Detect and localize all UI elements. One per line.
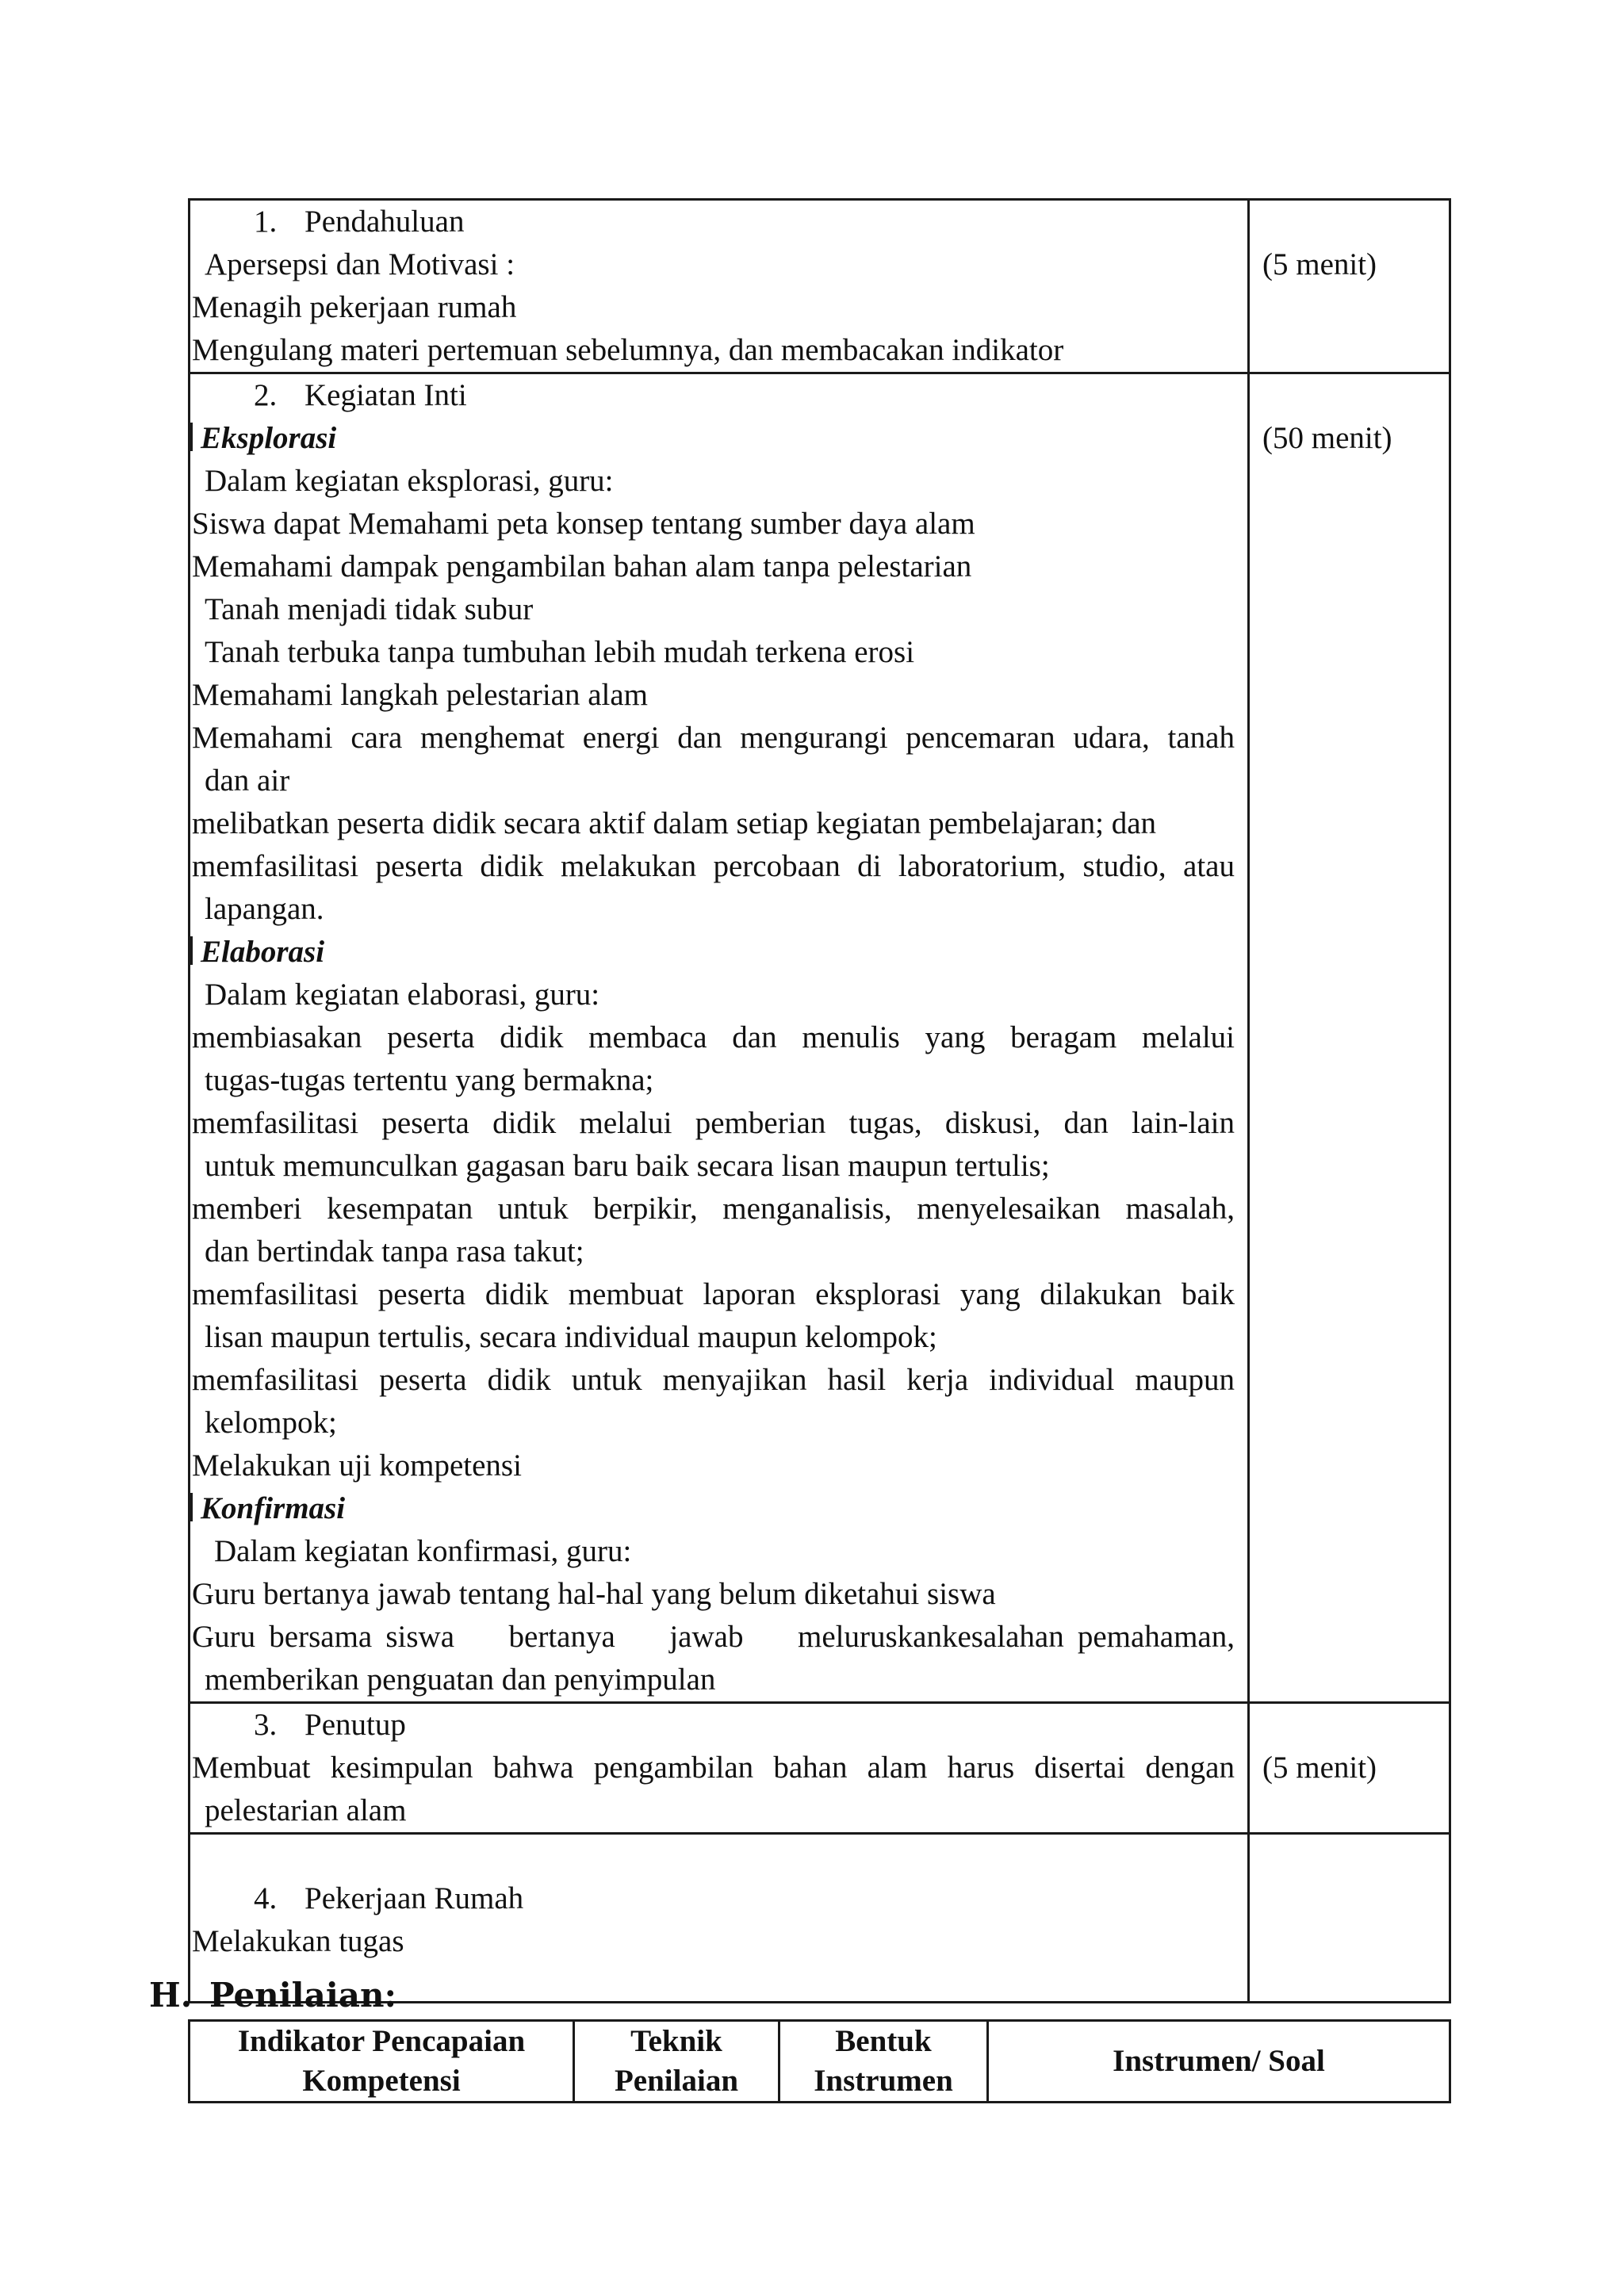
subsection-label-eksplorasi: Eksplorasi: [190, 417, 1247, 460]
section-number: 3.: [254, 1708, 278, 1742]
section-heading-penilaian: [149, 1974, 396, 2017]
time-cell: [1249, 1834, 1450, 2003]
text-line: Dalam kegiatan konfirmasi, guru:: [214, 1534, 632, 1568]
activity-row-penutup: [190, 1703, 1450, 1834]
list-item: memfasilitasi peserta didik membuat laporan eksplorasi yang dilakukan baik lisan maupun tertulis, secara individual maupun kelompok;: [192, 1277, 1235, 1354]
section-title: Pekerjaan Rumah: [304, 1881, 524, 1915]
time-label: (5 menit): [1262, 247, 1377, 281]
column-header-teknik: Teknik Penilaian: [574, 2021, 779, 2103]
subsection-label-konfirmasi: Konfirmasi: [190, 1487, 1247, 1530]
list-item: memberi kesempatan untuk berpikir, menganalisis, menyelesaikan masalah, dan bertindak tanpa rasa takut;: [192, 1192, 1235, 1269]
section-title: Penutup: [304, 1708, 406, 1742]
section-title: Kegiatan Inti: [304, 378, 467, 412]
list-item: Memahami dampak pengambilan bahan alam tanpa pelestarian: [192, 549, 972, 584]
list-item: membiasakan peserta didik membaca dan menulis yang beragam melalui tugas-tugas tertentu yang bermakna;: [192, 1020, 1235, 1097]
text-line: Membuat kesimpulan bahwa pengambilan bahan alam harus disertai dengan pelestarian alam: [192, 1751, 1235, 1827]
text-line: Dalam kegiatan elaborasi, guru:: [205, 978, 600, 1012]
time-cell: [1249, 373, 1450, 1703]
list-item: Melakukan uji kompetensi: [192, 1448, 522, 1483]
list-item: memfasilitasi peserta didik melakukan percobaan di laboratorium, studio, atau lapangan.: [192, 849, 1235, 926]
time-label: (5 menit): [1262, 1751, 1377, 1785]
text-line: Apersepsi dan Motivasi :: [205, 247, 515, 281]
table-header-row: [190, 2021, 1450, 2103]
activity-row-pendahuluan: [190, 200, 1450, 373]
list-item: Guru bertanya jawab tentang hal-hal yang belum diketahui siswa: [192, 1577, 996, 1611]
list-item: Guru bersama siswa bertanya jawab meluruskankesalahan pemahaman, memberikan penguatan dan penyimpulan: [192, 1620, 1235, 1697]
section-heading: [190, 1877, 1247, 1920]
text-line: Mengulang materi pertemuan sebelumnya, dan membacakan indikator: [192, 333, 1064, 367]
list-item: melibatkan peserta didik secara aktif dalam setiap kegiatan pembelajaran; dan: [192, 806, 1157, 840]
time-label: (50 menit): [1262, 421, 1392, 455]
activity-cell-kegiatan-inti: [190, 373, 1249, 1703]
list-item: Siswa dapat Memahami peta konsep tentang sumber daya alam: [192, 507, 975, 541]
section-number: 4.: [254, 1881, 278, 1915]
subsection-label-elaborasi: Elaborasi: [190, 931, 1247, 974]
list-item: Memahami cara menghemat energi dan mengurangi pencemaran udara, tanah dan air: [192, 721, 1235, 798]
column-header-indikator: Indikator Pencapaian Kompetensi: [190, 2021, 574, 2103]
text-line: Menagih pekerjaan rumah: [192, 290, 517, 324]
activity-cell-pendahuluan: [190, 200, 1249, 373]
list-item: Memahami langkah pelestarian alam: [192, 678, 649, 712]
section-heading: [190, 374, 1247, 417]
activity-row-kegiatan-inti: [190, 373, 1450, 1703]
column-header-bentuk: Bentuk Instrumen: [779, 2021, 988, 2103]
section-letter: H.: [149, 1976, 193, 2015]
section-heading: [190, 1704, 1247, 1747]
section-title: Penilaian:: [209, 1976, 397, 2015]
list-item: Tanah terbuka tanpa tumbuhan lebih mudah terkena erosi: [205, 635, 915, 669]
learning-activities-table: [188, 198, 1451, 2003]
section-number: 2.: [254, 378, 278, 412]
text-line: Dalam kegiatan eksplorasi, guru:: [205, 464, 614, 498]
list-item: memfasilitasi peserta didik melalui pemberian tugas, diskusi, dan lain-lain untuk memunculkan gagasan baru baik secara lisan maupun tertulis;: [192, 1106, 1235, 1183]
list-item: Tanah menjadi tidak subur: [205, 592, 534, 626]
list-item: memfasilitasi peserta didik untuk menyajikan hasil kerja individual maupun kelompok;: [192, 1363, 1235, 1440]
section-title: Pendahuluan: [304, 205, 465, 239]
text-line: Melakukan tugas: [192, 1924, 404, 1958]
assessment-table: [188, 2019, 1451, 2103]
section-number: 1.: [254, 205, 278, 239]
column-header-instrumen: Instrumen/ Soal: [988, 2021, 1450, 2103]
activity-cell-penutup: [190, 1703, 1249, 1834]
time-cell: [1249, 200, 1450, 373]
time-cell: [1249, 1703, 1450, 1834]
section-heading: [190, 201, 1247, 243]
